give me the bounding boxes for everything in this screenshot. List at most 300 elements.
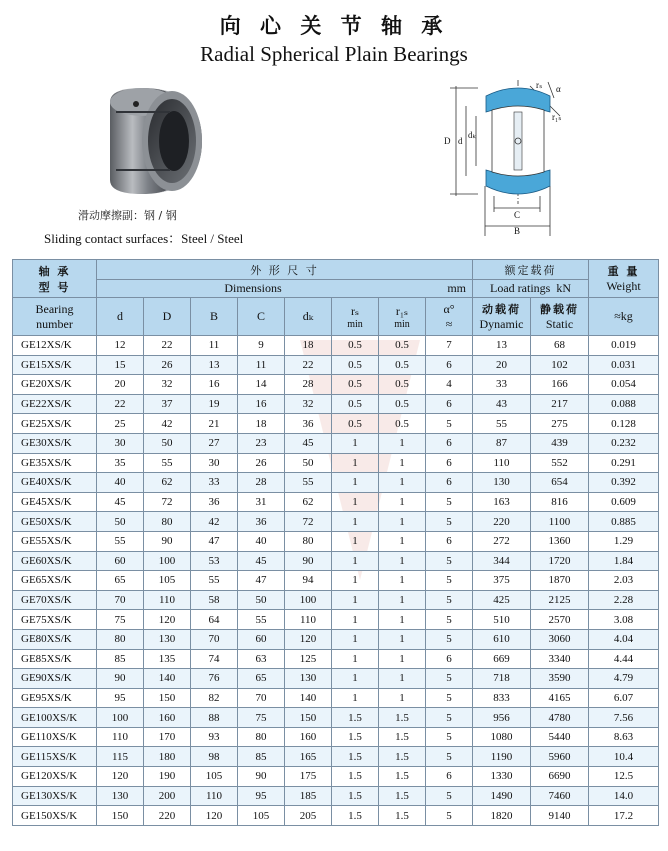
cell-d: 150 [97,806,144,826]
cell-rs: 1 [332,590,379,610]
cell-d: 20 [97,375,144,395]
cell-weight: 0.392 [589,473,659,493]
contact-surfaces-caption-cn: 滑动摩擦副：钢 / 钢 [78,209,177,222]
cell-rs: 0.5 [332,336,379,356]
cell-dk: 18 [285,336,332,356]
cell-model: GE130XS/K [13,786,97,806]
cell-B: 70 [191,629,238,649]
cell-C: 50 [238,590,285,610]
cell-d: 90 [97,669,144,689]
cell-alpha: 5 [426,590,473,610]
cell-d: 85 [97,649,144,669]
cell-alpha: 6 [426,355,473,375]
cell-C: 65 [238,669,285,689]
cell-alpha: 6 [426,531,473,551]
cell-D: 170 [144,727,191,747]
cell-rs: 1.5 [332,727,379,747]
table-row [13,669,659,689]
cell-D: 22 [144,336,191,356]
cell-dynamic: 718 [473,669,531,689]
header-col-d: d [97,298,144,336]
cell-D: 200 [144,786,191,806]
table-row [13,512,659,532]
header-dimensions-en: Dimensions mm [97,280,473,298]
cell-model: GE15XS/K [13,355,97,375]
cell-B: 36 [191,492,238,512]
cell-C: 28 [238,473,285,493]
cell-r1s: 1 [379,649,426,669]
cell-model: GE40XS/K [13,473,97,493]
cell-static: 2570 [531,610,589,630]
drawing-label-rs: rₛ [536,80,543,90]
cell-C: 14 [238,375,285,395]
table-row [13,336,659,356]
cell-d: 40 [97,473,144,493]
cell-r1s: 1 [379,433,426,453]
cell-static: 166 [531,375,589,395]
cell-D: 90 [144,531,191,551]
cell-d: 22 [97,394,144,414]
header-weight-cn: 重 量 Weight [589,260,659,298]
cell-B: 58 [191,590,238,610]
cell-alpha: 6 [426,453,473,473]
cell-weight: 0.885 [589,512,659,532]
cell-B: 110 [191,786,238,806]
header-bearing-number: Bearing number [13,298,97,336]
cell-dynamic: 1080 [473,727,531,747]
cell-d: 75 [97,610,144,630]
cell-B: 19 [191,394,238,414]
cell-model: GE30XS/K [13,433,97,453]
cell-dk: 160 [285,727,332,747]
header-col-weight-unit: ≈kg [589,298,659,336]
spec-table-body [13,336,659,826]
cell-dynamic: 833 [473,688,531,708]
cell-weight: 4.79 [589,669,659,689]
header-dimensions-cn: 外 形 尺 寸 [97,260,473,280]
cell-D: 130 [144,629,191,649]
cell-dynamic: 425 [473,590,531,610]
cell-rs: 1 [332,473,379,493]
cell-r1s: 0.5 [379,375,426,395]
cell-C: 85 [238,747,285,767]
cell-dk: 185 [285,786,332,806]
cell-D: 160 [144,708,191,728]
cell-dk: 125 [285,649,332,669]
cell-D: 37 [144,394,191,414]
cell-B: 76 [191,669,238,689]
cell-rs: 1 [332,492,379,512]
cell-weight: 0.031 [589,355,659,375]
cell-alpha: 6 [426,649,473,669]
cell-D: 42 [144,414,191,434]
table-row [13,767,659,787]
cell-weight: 8.63 [589,727,659,747]
cell-model: GE55XS/K [13,531,97,551]
header-col-D: D [144,298,191,336]
cell-B: 13 [191,355,238,375]
cell-C: 31 [238,492,285,512]
cell-model: GE90XS/K [13,669,97,689]
cell-weight: 0.019 [589,336,659,356]
cell-B: 120 [191,806,238,826]
cell-B: 27 [191,433,238,453]
table-row [13,649,659,669]
drawing-label-r1s: r₁ₛ [552,112,562,122]
cell-weight: 17.2 [589,806,659,826]
contact-surfaces-caption-en: Sliding contact surfaces：Steel / Steel [44,231,244,246]
cell-model: GE100XS/K [13,708,97,728]
table-row [13,355,659,375]
cell-dynamic: 13 [473,336,531,356]
cell-dynamic: 344 [473,551,531,571]
cell-C: 75 [238,708,285,728]
cell-dk: 55 [285,473,332,493]
cell-alpha: 5 [426,571,473,591]
table-row [13,786,659,806]
cell-model: GE115XS/K [13,747,97,767]
cell-dynamic: 1330 [473,767,531,787]
cell-d: 15 [97,355,144,375]
table-row [13,688,659,708]
cell-model: GE12XS/K [13,336,97,356]
cell-dk: 140 [285,688,332,708]
cell-dynamic: 130 [473,473,531,493]
cell-D: 26 [144,355,191,375]
cell-D: 140 [144,669,191,689]
cell-r1s: 1.5 [379,708,426,728]
cell-B: 105 [191,767,238,787]
cell-alpha: 5 [426,610,473,630]
drawing-label-B: B [514,226,521,236]
cell-alpha: 5 [426,806,473,826]
cell-D: 55 [144,453,191,473]
header-col-r1s: r₁ₛ min [379,298,426,336]
cell-D: 120 [144,610,191,630]
cell-d: 110 [97,727,144,747]
cell-dynamic: 33 [473,375,531,395]
drawing-label-C: C [514,210,521,220]
cell-B: 30 [191,453,238,473]
drawing-label-d: d [458,136,463,146]
cell-C: 40 [238,531,285,551]
cell-static: 3060 [531,629,589,649]
bearing-cross-section-drawing [430,76,580,236]
cell-D: 150 [144,688,191,708]
cell-r1s: 1 [379,551,426,571]
cell-static: 1360 [531,531,589,551]
table-row [13,531,659,551]
cell-rs: 1 [332,688,379,708]
header-col-B: B [191,298,238,336]
cell-alpha: 5 [426,786,473,806]
header-col-static: 静载荷 Static [531,298,589,336]
cell-d: 130 [97,786,144,806]
cell-dk: 175 [285,767,332,787]
cell-dynamic: 87 [473,433,531,453]
cell-static: 7460 [531,786,589,806]
cell-r1s: 1 [379,590,426,610]
cell-B: 11 [191,336,238,356]
cell-rs: 1 [332,649,379,669]
cell-D: 190 [144,767,191,787]
cell-static: 102 [531,355,589,375]
cell-rs: 1 [332,453,379,473]
cell-weight: 12.5 [589,767,659,787]
table-row [13,551,659,571]
cell-r1s: 1 [379,688,426,708]
cell-B: 88 [191,708,238,728]
cell-model: GE65XS/K [13,571,97,591]
cell-static: 4165 [531,688,589,708]
cell-weight: 2.28 [589,590,659,610]
cell-C: 47 [238,571,285,591]
cell-static: 5440 [531,727,589,747]
cell-static: 552 [531,453,589,473]
cell-model: GE50XS/K [13,512,97,532]
cell-static: 275 [531,414,589,434]
cell-D: 72 [144,492,191,512]
cell-dynamic: 1820 [473,806,531,826]
cell-weight: 0.054 [589,375,659,395]
cell-C: 23 [238,433,285,453]
cell-dynamic: 55 [473,414,531,434]
cell-dk: 165 [285,747,332,767]
table-row [13,610,659,630]
header-model-cn: 轴 承 型 号 [13,260,97,298]
cell-weight: 0.088 [589,394,659,414]
cell-dynamic: 1490 [473,786,531,806]
cell-C: 36 [238,512,285,532]
cell-model: GE75XS/K [13,610,97,630]
table-row [13,375,659,395]
cell-B: 33 [191,473,238,493]
cell-static: 1720 [531,551,589,571]
cell-dk: 150 [285,708,332,728]
cell-dk: 100 [285,590,332,610]
cell-static: 2125 [531,590,589,610]
cell-B: 74 [191,649,238,669]
cell-r1s: 1.5 [379,786,426,806]
cell-d: 25 [97,414,144,434]
cell-dk: 36 [285,414,332,434]
table-row [13,433,659,453]
cell-dk: 90 [285,551,332,571]
cell-dynamic: 375 [473,571,531,591]
cell-weight: 0.291 [589,453,659,473]
drawing-label-alpha: α [556,84,561,94]
cell-alpha: 5 [426,669,473,689]
cell-alpha: 5 [426,629,473,649]
cell-C: 9 [238,336,285,356]
cell-C: 95 [238,786,285,806]
cell-B: 98 [191,747,238,767]
cell-dynamic: 163 [473,492,531,512]
cell-model: GE150XS/K [13,806,97,826]
cell-alpha: 6 [426,394,473,414]
cell-weight: 0.232 [589,433,659,453]
table-row [13,708,659,728]
table-row [13,473,659,493]
cell-alpha: 5 [426,727,473,747]
cell-dk: 50 [285,453,332,473]
cell-D: 50 [144,433,191,453]
cell-rs: 1 [332,629,379,649]
cell-r1s: 1 [379,610,426,630]
cell-alpha: 5 [426,747,473,767]
cell-alpha: 6 [426,473,473,493]
cell-C: 11 [238,355,285,375]
cell-D: 62 [144,473,191,493]
cell-D: 135 [144,649,191,669]
cell-model: GE110XS/K [13,727,97,747]
cell-C: 70 [238,688,285,708]
table-row [13,629,659,649]
header-col-C: C [238,298,285,336]
cell-static: 4780 [531,708,589,728]
cell-weight: 3.08 [589,610,659,630]
cell-r1s: 1.5 [379,806,426,826]
cell-C: 26 [238,453,285,473]
cell-C: 55 [238,610,285,630]
cell-r1s: 0.5 [379,336,426,356]
cell-D: 220 [144,806,191,826]
cell-alpha: 5 [426,512,473,532]
page-title-cn: 向 心 关 节 轴 承 [219,14,449,38]
cell-alpha: 6 [426,433,473,453]
table-row [13,453,659,473]
cell-rs: 0.5 [332,394,379,414]
cell-r1s: 0.5 [379,394,426,414]
cell-r1s: 1.5 [379,767,426,787]
cell-weight: 4.04 [589,629,659,649]
cell-dk: 32 [285,394,332,414]
table-row [13,394,659,414]
cell-static: 3340 [531,649,589,669]
cell-static: 1100 [531,512,589,532]
cell-static: 439 [531,433,589,453]
cell-d: 12 [97,336,144,356]
cell-dynamic: 220 [473,512,531,532]
cell-weight: 4.44 [589,649,659,669]
cell-weight: 2.03 [589,571,659,591]
cell-dynamic: 43 [473,394,531,414]
cell-B: 55 [191,571,238,591]
cell-alpha: 5 [426,688,473,708]
cell-alpha: 5 [426,551,473,571]
cell-B: 64 [191,610,238,630]
cell-dynamic: 510 [473,610,531,630]
cell-rs: 1.5 [332,806,379,826]
cell-d: 45 [97,492,144,512]
cell-dk: 110 [285,610,332,630]
cell-model: GE20XS/K [13,375,97,395]
cell-alpha: 5 [426,414,473,434]
cell-static: 816 [531,492,589,512]
table-row [13,727,659,747]
cell-rs: 1 [332,669,379,689]
cell-d: 30 [97,433,144,453]
cell-rs: 1 [332,571,379,591]
table-row [13,590,659,610]
cell-dynamic: 1190 [473,747,531,767]
page-title-en: Radial Spherical Plain Bearings [200,42,468,66]
cell-D: 80 [144,512,191,532]
cell-B: 53 [191,551,238,571]
cell-weight: 1.84 [589,551,659,571]
cell-B: 82 [191,688,238,708]
cell-d: 65 [97,571,144,591]
header-load-ratings-en: Load ratings kN [473,280,589,298]
cell-rs: 1 [332,433,379,453]
cell-dynamic: 110 [473,453,531,473]
cell-D: 32 [144,375,191,395]
header-col-dk: dₖ [285,298,332,336]
cell-static: 9140 [531,806,589,826]
cell-d: 120 [97,767,144,787]
table-row [13,414,659,434]
cell-d: 95 [97,688,144,708]
cell-alpha: 5 [426,492,473,512]
cell-C: 105 [238,806,285,826]
cell-B: 93 [191,727,238,747]
cell-dk: 205 [285,806,332,826]
bearing-spec-table [12,259,659,826]
cell-d: 70 [97,590,144,610]
cell-r1s: 1 [379,453,426,473]
cell-model: GE35XS/K [13,453,97,473]
cell-alpha: 4 [426,375,473,395]
header-col-dynamic: 动载荷 Dynamic [473,298,531,336]
cell-dk: 120 [285,629,332,649]
cell-static: 5960 [531,747,589,767]
cell-weight: 10.4 [589,747,659,767]
cell-B: 47 [191,531,238,551]
cell-rs: 1 [332,551,379,571]
cell-rs: 1.5 [332,708,379,728]
cell-r1s: 0.5 [379,414,426,434]
table-row [13,747,659,767]
cell-static: 1870 [531,571,589,591]
cell-B: 42 [191,512,238,532]
cell-D: 105 [144,571,191,591]
cell-rs: 1.5 [332,767,379,787]
cell-rs: 0.5 [332,375,379,395]
cell-dynamic: 20 [473,355,531,375]
header-col-alpha: α° ≈ [426,298,473,336]
cell-rs: 1 [332,610,379,630]
cell-r1s: 1 [379,512,426,532]
cell-rs: 1.5 [332,786,379,806]
cell-weight: 0.609 [589,492,659,512]
cell-model: GE85XS/K [13,649,97,669]
cell-C: 16 [238,394,285,414]
cell-weight: 6.07 [589,688,659,708]
cell-rs: 0.5 [332,414,379,434]
drawing-label-dk: dₖ [468,130,477,140]
cell-dk: 62 [285,492,332,512]
cell-dynamic: 956 [473,708,531,728]
cell-B: 16 [191,375,238,395]
cell-r1s: 1 [379,473,426,493]
cell-D: 110 [144,590,191,610]
cell-dk: 28 [285,375,332,395]
cell-model: GE70XS/K [13,590,97,610]
cell-d: 55 [97,531,144,551]
cell-weight: 14.0 [589,786,659,806]
bearing-photo [102,82,210,200]
cell-D: 100 [144,551,191,571]
